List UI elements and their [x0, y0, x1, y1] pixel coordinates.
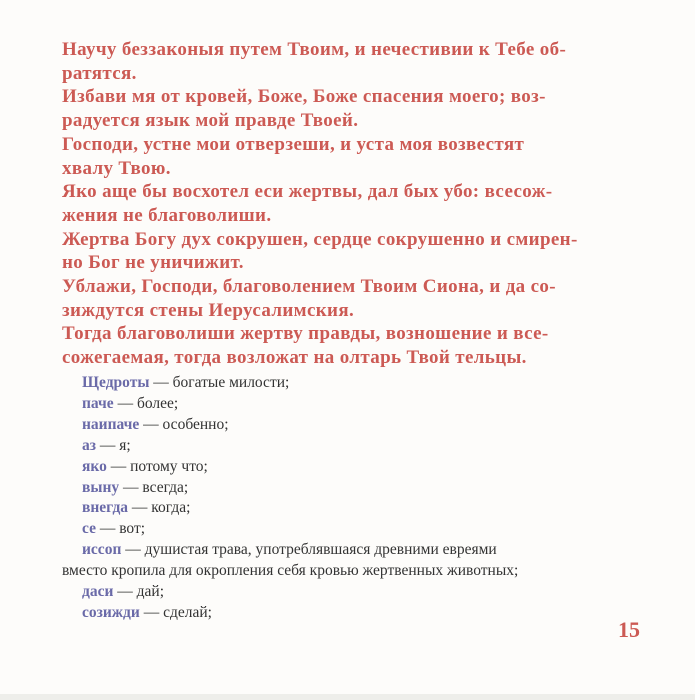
glossary-definition: — сделай;	[139, 603, 212, 621]
glossary-definition: вместо кропила для окропления себя кровью жертвенных животных;	[62, 562, 519, 580]
prayer-line: ратятся.	[62, 62, 137, 84]
prayer-line: жения не благоволиши.	[62, 204, 272, 226]
glossary-term: даси	[82, 583, 114, 601]
glossary-definition: — более;	[113, 394, 179, 412]
glossary-entry	[62, 603, 622, 624]
glossary-entry	[62, 415, 622, 436]
glossary-term: наипаче	[82, 415, 140, 433]
prayer-line: радуется язык мой правде Твоей.	[62, 110, 359, 132]
glossary-term: Щедроты	[82, 374, 150, 391]
glossary-definition: — богатые милости;	[149, 374, 290, 391]
glossary-definition: — вот;	[95, 520, 146, 538]
prayer-line: зиждутся стены Иерусалимския.	[62, 299, 355, 321]
glossary-term: созижди	[82, 603, 140, 621]
glossary-entry	[62, 498, 622, 519]
glossary-entry	[62, 540, 622, 561]
glossary-entry-continuation	[62, 561, 622, 582]
glossary-definition: — дай;	[113, 583, 165, 601]
glossary-entry	[62, 436, 622, 457]
prayer-line: Научу беззаконыя путем Твоим, и нечестивии к Тебе об-	[62, 39, 567, 60]
glossary-entry	[62, 582, 622, 603]
prayer-line: Избави мя от кровей, Боже, Боже спасения моего; воз-	[62, 86, 546, 108]
glossary-entry	[62, 478, 622, 499]
glossary-term: яко	[82, 457, 107, 475]
prayer-line: хвалу Твою.	[62, 157, 171, 179]
page-bottom-edge	[0, 694, 695, 700]
page-number: 15	[618, 617, 640, 642]
glossary-term: аз	[82, 436, 96, 454]
glossary	[62, 373, 622, 624]
glossary-entry	[62, 394, 622, 415]
prayer-line: Господи, устне мои отверзеши, и уста моя возвестят	[62, 133, 525, 155]
prayer-line: но Бог не уничижит.	[62, 252, 244, 274]
glossary-definition: — я;	[95, 436, 131, 454]
glossary-term: внегда	[82, 499, 129, 517]
glossary-term: се	[82, 520, 96, 538]
glossary-term: паче	[82, 394, 114, 412]
prayer-line: Жертва Богу дух сокрушен, сердце сокрушенно и смирен-	[62, 228, 578, 250]
glossary-definition: — всегда;	[119, 478, 189, 496]
glossary-definition: — особенно;	[139, 415, 229, 433]
glossary-term: выну	[82, 478, 120, 496]
prayer-line: Ублажи, Господи, благоволением Твоим Сиона, и да со-	[62, 276, 556, 298]
glossary-term: иссоп	[82, 541, 122, 559]
prayer-line: Тогда благоволиши жертву правды, возношение и все-	[62, 323, 549, 345]
glossary-definition: — потому что;	[106, 457, 208, 475]
glossary-entry	[62, 373, 622, 394]
psalm-prayer-text	[62, 38, 642, 370]
glossary-definition: — когда;	[128, 499, 191, 517]
prayer-line: сожегаемая, тогда возложат на олтарь Твой тельцы.	[62, 347, 527, 369]
prayer-line: Яко аще бы восхотел еси жертвы, дал бых убо: всесож-	[62, 181, 553, 203]
glossary-definition: — душистая трава, употреблявшаяся древними евреями	[121, 541, 497, 559]
glossary-entry	[62, 457, 622, 478]
glossary-entry	[62, 519, 622, 540]
